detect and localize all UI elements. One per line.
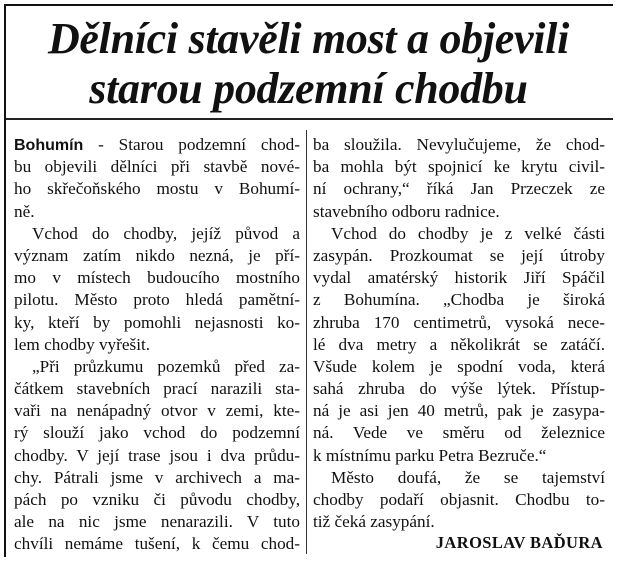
text-line: Vchod do chodby, jejíž původ a [32,223,300,243]
text-line: mo v místech budoucího mostního [14,268,300,288]
text-line: ba sloužila. Nevylučujeme, že chod- [313,135,605,154]
headline-line-1: Dělníci stavěli most a objevili [47,14,570,63]
text-line-content: - Starou podzemní chod- [98,135,300,154]
text-line: ba mohla být spojnicí ke krytu civil- [313,157,605,177]
text-line: pách po vzniku či původu chodby, [14,490,300,509]
text-line: ky, kteří by pomohli nejasnosti ko- [14,312,300,332]
text-line: Vchod do chodby je z velké části [331,223,605,243]
text-line: zhruba 170 centimetrů, vysoká nece- [313,312,605,332]
text-line: stavebního odboru radnice. [313,201,500,221]
text-line: chodby podaří objasnit. Chodbu to- [313,490,605,509]
dateline: Bohumín [14,137,84,154]
column-divider [306,130,307,554]
text-line: ně. [14,201,35,221]
text-line: z Bohumína. „Chodba je široká [313,290,605,310]
text-line: pilotu. Město proto hledá pamětní- [14,290,300,310]
text-line: sahá zhruba do výše lýtek. Přístup- [313,379,605,399]
text-line: čátkem stavebních prací narazili sta- [14,379,300,399]
text-line: k místnímu parku Petra Bezruče.“ [313,445,547,465]
text-line: lem chodby vyřešit. [14,334,151,354]
frame-top-border [4,4,613,6]
text-line: Město doufá, že se tajemství [331,467,605,487]
text-line: lé dva metry a několikrát se zatáčí. [313,334,605,354]
headline [0,14,617,114]
text-line: význam zatím nikdo nezná, je pří- [14,245,300,265]
text-line: vaři na nenápadný otvor v zemi, kte- [14,401,300,421]
text-line [14,134,300,156]
text-line: ho skřečoňského mostu v Bohumí- [14,179,300,199]
headline-rule [6,118,613,120]
left-column [14,134,300,556]
text-line: ná je asi jen 40 metrů, pak je zasypa- [313,401,605,421]
right-column [313,134,605,533]
text-line: „Při průzkumu pozemků před za- [32,356,300,376]
text-line: ná. Vede ve směru od železnice [313,423,605,443]
text-line: ní ochrany,“ říká Jan Przeczek ze [313,179,605,199]
text-line: vydal amatérský historik Jiří Spáčil [313,268,605,288]
text-line: ale na nic jsme nenarazili. V tuto [14,512,300,532]
text-line: chy. Pátrali jsme v archivech a ma- [14,467,300,487]
text-line: tiž čeká zasypání. [313,512,435,532]
text-line: Všude kolem je spodní voda, která [313,356,605,376]
text-line: zasypán. Prozkoumat se její útroby [313,245,605,265]
text-line: bu objevili dělníci při stavbě nové- [14,157,300,177]
text-line: chodby. V její trase jsou i dva průdu- [14,445,300,465]
text-line: rý slouží jako vchod do podzemní [14,423,300,443]
headline-line-2: starou podzemní chodbu [89,64,528,113]
text-line: chvíli nemáme tušení, k čemu chod- [14,534,300,554]
author-byline: JAROSLAV BAĎURA [435,533,603,552]
